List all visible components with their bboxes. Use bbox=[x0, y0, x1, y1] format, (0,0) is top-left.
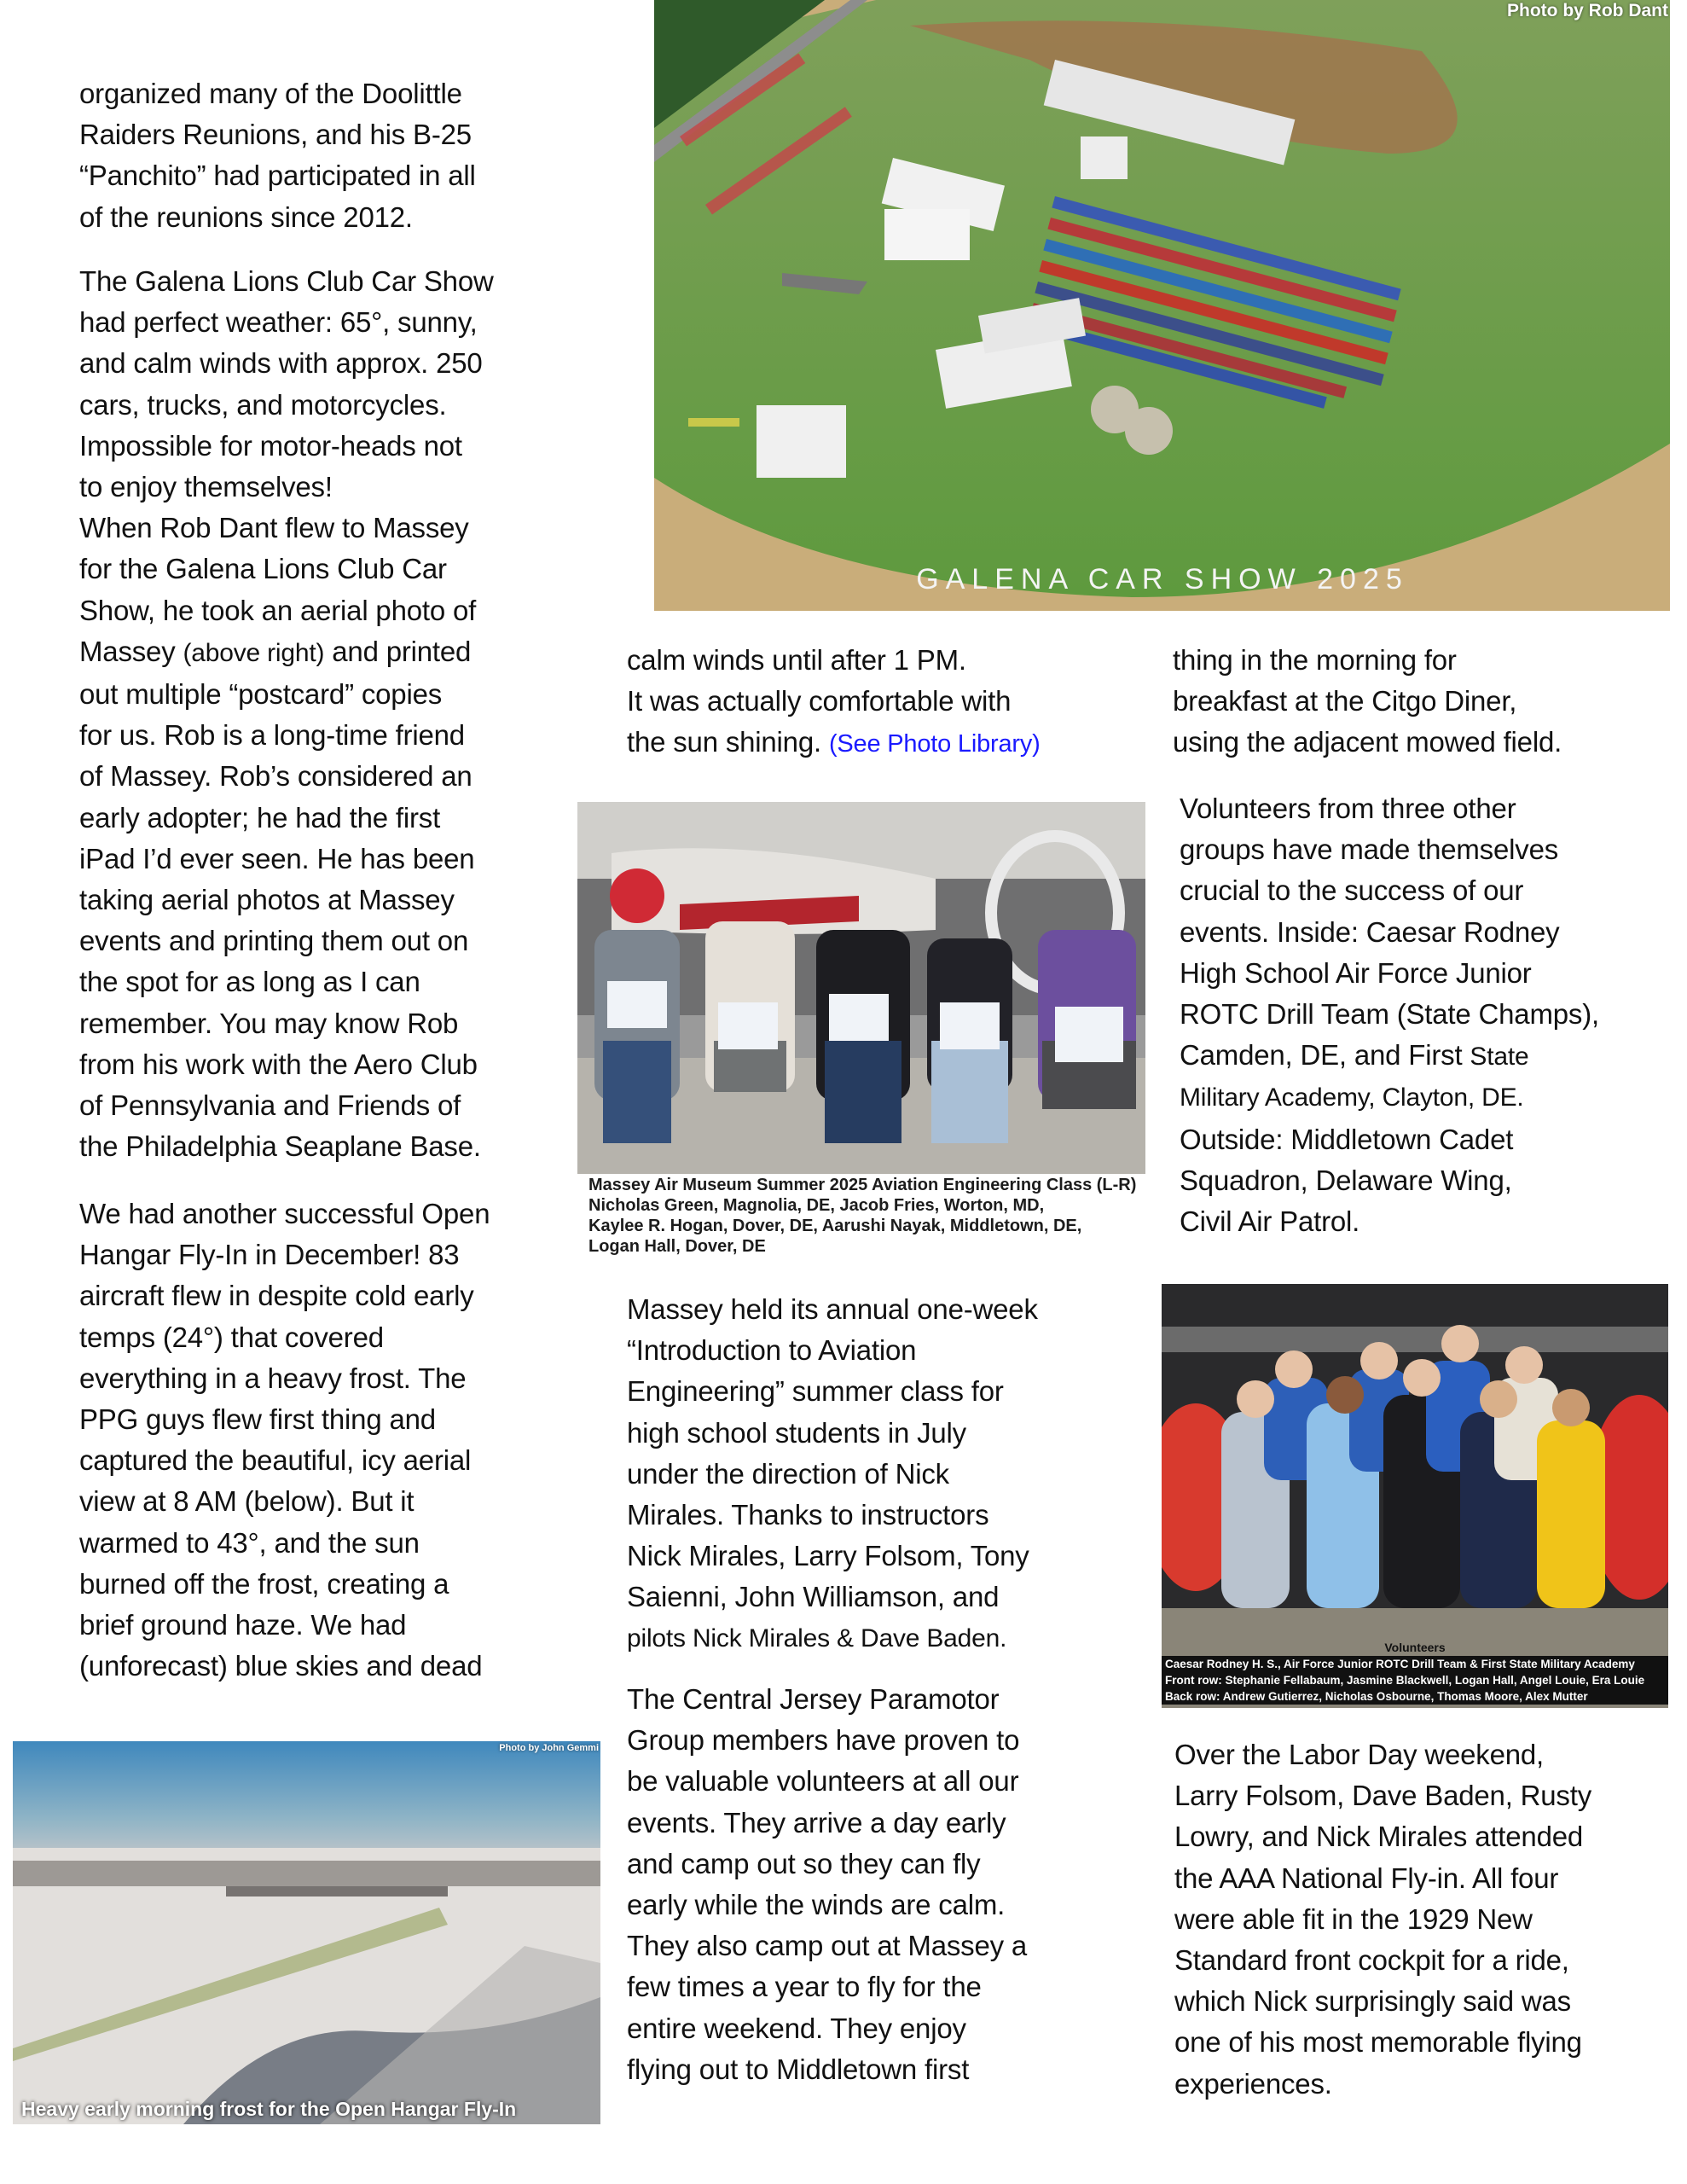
photo-library-link[interactable]: (See Photo Library) bbox=[828, 730, 1041, 758]
text-line: The Galena Lions Club Car Show bbox=[79, 265, 494, 297]
text-line: early adopter; he had the first bbox=[79, 801, 441, 834]
text-line: be valuable volunteers at all our bbox=[627, 1765, 1019, 1798]
text-line: pilots Nick Mirales & Dave Baden. bbox=[627, 1623, 1007, 1653]
text-line: few times a year to fly for the bbox=[627, 1971, 982, 2003]
text-line: and calm winds with approx. 250 bbox=[79, 347, 483, 380]
text-line: warmed to 43°, and the sun bbox=[79, 1526, 420, 1559]
photo-credit: Photo by Rob Dant bbox=[1507, 1, 1668, 20]
text-line: Engineering” summer class for bbox=[627, 1375, 1004, 1408]
above-right-note: (above right) bbox=[183, 638, 325, 667]
text-line: Volunteers from three other bbox=[1180, 793, 1516, 824]
text-line: using the adjacent mowed field. bbox=[1173, 726, 1562, 758]
middle-paragraph-class bbox=[627, 1289, 1038, 1659]
text-line: Outside: Middletown Cadet bbox=[1180, 1123, 1514, 1155]
text-line: out multiple “postcard” copies bbox=[79, 678, 443, 711]
middle-paragraph-paramotor bbox=[627, 1679, 1027, 2090]
text-line: Civil Air Patrol. bbox=[1180, 1205, 1360, 1238]
text-line: which Nick surprisingly said was bbox=[1174, 1985, 1571, 2018]
text-line: Impossible for motor-heads not bbox=[79, 429, 462, 462]
text-fragment: the sun shining. bbox=[627, 726, 829, 758]
caption-line: Front row: Stephanie Fellabaum, Jasmine Blackwell, Logan Hall, Angel Louie, Era Louie bbox=[1165, 1674, 1645, 1687]
car-show-aerial-photo bbox=[654, 0, 1670, 611]
text-line bbox=[627, 722, 1041, 764]
text-line: from his work with the Aero Club bbox=[79, 1048, 478, 1080]
text-line: calm winds until after 1 PM. bbox=[627, 644, 966, 676]
text-line: Group members have proven to bbox=[627, 1724, 1020, 1757]
left-paragraph-open-hangar bbox=[79, 1194, 490, 1687]
text-line: and camp out so they can fly bbox=[627, 1847, 981, 1879]
text-line: aircraft flew in despite cold early bbox=[79, 1280, 474, 1312]
caption-line: Kaylee R. Hogan, Dover, DE, Aarushi Nayak, Middletown, DE, bbox=[588, 1217, 1082, 1235]
text-line: burned off the frost, creating a bbox=[79, 1567, 449, 1600]
class-photo-art bbox=[577, 802, 1145, 1174]
text-line: iPad I’d ever seen. He has been bbox=[79, 842, 475, 874]
text-line: experiences. bbox=[1174, 2067, 1332, 2100]
caption-line: Logan Hall, Dover, DE bbox=[588, 1237, 766, 1256]
text-line: Show, he took an aerial photo of bbox=[79, 594, 477, 626]
text-line: Massey held its annual one-week bbox=[627, 1293, 1038, 1325]
caption-line: Nicholas Green, Magnolia, DE, Jacob Fries, Worton, MD, bbox=[588, 1196, 1045, 1215]
left-paragraph-doolittle bbox=[79, 73, 476, 238]
caption-line: Back row: Andrew Gutierrez, Nicholas Osbourne, Thomas Moore, Alex Mutter bbox=[1165, 1690, 1588, 1703]
text-line: captured the beautiful, icy aerial bbox=[79, 1444, 472, 1477]
photo-credit: Photo by John Gemmi bbox=[499, 1743, 599, 1753]
text-line: Saienni, John Williamson, and bbox=[627, 1581, 1000, 1613]
text-line: flying out to Middletown first bbox=[627, 2053, 970, 2085]
text-line: everything in a heavy frost. The bbox=[79, 1362, 467, 1394]
right-paragraph-breakfast bbox=[1173, 640, 1562, 764]
text-fragment: Camden, DE, and First bbox=[1180, 1039, 1470, 1072]
text-line: Mirales. Thanks to instructors bbox=[627, 1499, 989, 1531]
text-fragment: and printed bbox=[324, 635, 472, 667]
volunteers-photo-caption bbox=[1162, 1656, 1668, 1705]
text-line: It was actually comfortable with bbox=[627, 685, 1012, 717]
text-line: “Introduction to Aviation bbox=[627, 1334, 917, 1367]
aviation-class-photo bbox=[577, 802, 1145, 1174]
left-paragraph-car-show bbox=[79, 261, 494, 1167]
text-line: groups have made themselves bbox=[1180, 834, 1559, 866]
text-line: Hangar Fly-In in December! 83 bbox=[79, 1239, 460, 1271]
text-line: thing in the morning for bbox=[1173, 644, 1457, 676]
text-line: were able fit in the 1929 New bbox=[1174, 1902, 1533, 1935]
text-line: PPG guys flew first thing and bbox=[79, 1403, 436, 1436]
text-line: cars, trucks, and motorcycles. bbox=[79, 388, 447, 421]
text-fragment: State bbox=[1470, 1043, 1529, 1072]
frost-aerial-photo bbox=[13, 1741, 600, 2124]
text-line: Raiders Reunions, and his B-25 bbox=[79, 119, 472, 151]
text-line: organized many of the Doolittle bbox=[79, 78, 462, 109]
car-show-title-text: GALENA CAR SHOW 2025 bbox=[916, 563, 1409, 595]
text-line: breakfast at the Citgo Diner, bbox=[1173, 685, 1517, 717]
text-line: high school students in July bbox=[627, 1416, 966, 1449]
text-line: events and printing them out on bbox=[79, 925, 469, 957]
text-line: remember. You may know Rob bbox=[79, 1007, 459, 1039]
caption-line: Caesar Rodney H. S., Air Force Junior ROTC Drill Team & First State Military Academy bbox=[1165, 1658, 1635, 1670]
text-line: of Pennsylvania and Friends of bbox=[79, 1089, 461, 1122]
text-line: When Rob Dant flew to Massey bbox=[79, 512, 469, 544]
class-photo-caption bbox=[588, 1175, 1136, 1257]
text-line: The Central Jersey Paramotor bbox=[627, 1683, 1000, 1715]
text-line: Over the Labor Day weekend, bbox=[1174, 1739, 1545, 1770]
text-line: for the Galena Lions Club Car bbox=[79, 553, 447, 585]
text-line: taking aerial photos at Massey bbox=[79, 884, 455, 916]
text-line: of the reunions since 2012. bbox=[79, 200, 413, 233]
text-line: ROTC Drill Team (State Champs), bbox=[1180, 998, 1599, 1031]
car-show-photo-art bbox=[654, 0, 1670, 611]
text-line: to enjoy themselves! bbox=[79, 471, 333, 503]
text-line: Military Academy, Clayton, DE. bbox=[1180, 1083, 1524, 1112]
text-line: the spot for as long as I can bbox=[79, 966, 420, 998]
text-line: one of his most memorable flying bbox=[1174, 2026, 1582, 2059]
text-line: Squadron, Delaware Wing, bbox=[1180, 1164, 1512, 1196]
text-line: We had another successful Open bbox=[79, 1198, 490, 1229]
text-line: early while the winds are calm. bbox=[627, 1889, 1006, 1921]
text-line: They also camp out at Massey a bbox=[627, 1930, 1028, 1962]
text-line: the Philadelphia Seaplane Base. bbox=[79, 1130, 481, 1163]
text-line: events. Inside: Caesar Rodney bbox=[1180, 915, 1560, 948]
right-paragraph-labor-day bbox=[1174, 1734, 1591, 2105]
text-line: events. They arrive a day early bbox=[627, 1806, 1006, 1838]
text-line: Larry Folsom, Dave Baden, Rusty bbox=[1174, 1780, 1591, 1812]
car-show-title bbox=[916, 563, 1409, 595]
text-line: view at 8 AM (below). But it bbox=[79, 1485, 415, 1518]
text-line: the AAA National Fly-in. All four bbox=[1174, 1862, 1559, 1894]
text-line: brief ground haze. We had bbox=[79, 1609, 407, 1641]
text-line: under the direction of Nick bbox=[627, 1457, 949, 1490]
middle-paragraph-weather bbox=[627, 640, 1041, 765]
frost-photo-art bbox=[13, 1741, 600, 2124]
text-line bbox=[1180, 1035, 1599, 1077]
volunteers-label: Volunteers bbox=[1384, 1641, 1446, 1654]
text-line: entire weekend. They enjoy bbox=[627, 2012, 966, 2044]
text-line: Lowry, and Nick Mirales attended bbox=[1174, 1821, 1584, 1853]
text-line: had perfect weather: 65°, sunny, bbox=[79, 306, 478, 339]
text-line: Standard front cockpit for a ride, bbox=[1174, 1944, 1569, 1977]
volunteers-photo bbox=[1162, 1284, 1668, 1708]
text-line: Nick Mirales, Larry Folsom, Tony bbox=[627, 1540, 1029, 1572]
text-line: of Massey. Rob’s considered an bbox=[79, 760, 472, 793]
text-line bbox=[79, 631, 494, 674]
text-line: crucial to the success of our bbox=[1180, 874, 1524, 907]
text-line: (unforecast) blue skies and dead bbox=[79, 1650, 483, 1682]
text-line: for us. Rob is a long-time friend bbox=[79, 719, 465, 752]
frost-photo-caption: Heavy early morning frost for the Open Hangar Fly-In bbox=[21, 2098, 517, 2120]
text-line: “Panchito” had participated in all bbox=[79, 160, 476, 192]
text-line: High School Air Force Junior bbox=[1180, 956, 1532, 989]
caption-line: Massey Air Museum Summer 2025 Aviation Engineering Class (L-R) bbox=[588, 1176, 1137, 1194]
text-line: temps (24°) that covered bbox=[79, 1321, 384, 1353]
right-paragraph-volunteers bbox=[1180, 788, 1599, 1242]
text-fragment: Massey bbox=[79, 635, 183, 667]
